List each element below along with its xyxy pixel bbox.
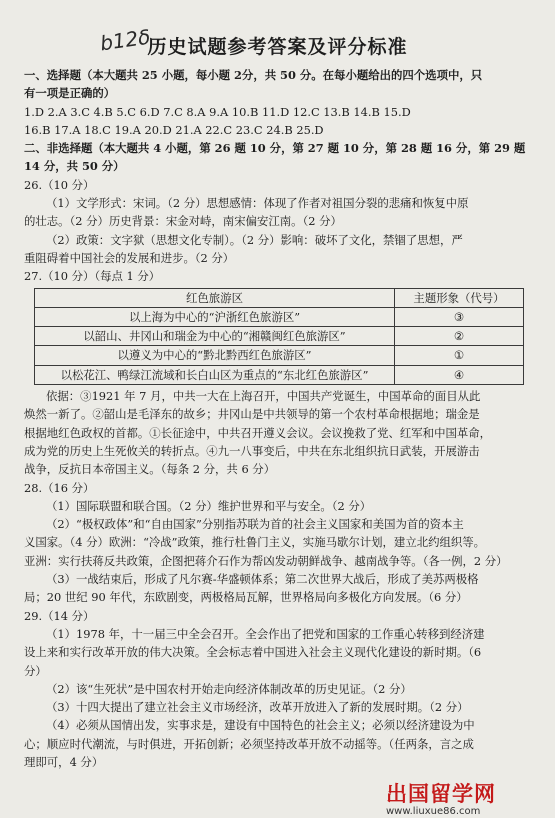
table-row (35, 365, 524, 384)
table-header-region: 红色旅游区 (35, 288, 395, 307)
table-cell-region: 以遵义为中心的“黔北黔西红色旅游区” (35, 346, 395, 365)
text-line: 二、非选择题（本大题共 4 小题，第 26 题 10 分，第 27 题 10 分，第 28 题 16 分，第 29 题 (24, 141, 526, 156)
table-row (35, 346, 524, 365)
text-line: 依据：③1921 年 7 月，中共一大在上海召开，中国共产党诞生，中国革命的面目从此 (46, 389, 481, 404)
table-row (35, 307, 524, 326)
watermark-url: www.liuxue86.com (386, 806, 481, 817)
text-line: 14 分，共 50 分） (24, 159, 125, 174)
text-line: （2）该“生死状”是中国农村开始走向经济体制改革的历史见证。（2 分） (46, 681, 412, 696)
page-title: 历史试题参考答案及评分标准 (147, 36, 408, 58)
text-line: 27.（10 分）（每点 1 分） (24, 269, 161, 284)
table-cell-code: ② (395, 327, 524, 346)
text-line: 义国家。（4 分）欧洲：“冷战”政策，推行杜鲁门主义，实施马歇尔计划，建立北约组织等。 (24, 535, 486, 550)
text-line: （3）十四大提出了建立社会主义市场经济，改革开放进入了新的发展时期。（2 分） (46, 700, 469, 715)
section-q27-to-q29 (24, 387, 536, 771)
table-cell-code: ① (395, 346, 524, 365)
text-line: 焕然一新了。②韶山是毛泽东的故乡；井冈山是中共领导的第一个农村革命根据地；瑞金是 (24, 407, 480, 422)
text-line: 有一项是正确的） (24, 86, 116, 101)
answer-body (24, 66, 536, 771)
watermark-title: 出国留学网 (386, 782, 496, 806)
text-line: 分） (24, 663, 47, 678)
text-line: 成为党的历史上生死攸关的转折点。④九一八事变后，中共在东北组织抗日武装，开展游击 (24, 443, 480, 458)
red-tourism-table (34, 288, 524, 385)
table-cell-region: 以松花江、鸭绿江流域和长白山区为重点的“东北红色旅游区” (35, 365, 395, 384)
text-line: （1）1978 年，十一届三中全会召开。全会作出了把党和国家的工作重心转移到经济建 (46, 626, 485, 641)
text-line: 局；20 世纪 90 年代，东欧剧变，两极格局瓦解，世界格局向多极化方向发展。（6 分） (24, 590, 468, 605)
text-line: 26.（10 分） (24, 177, 95, 192)
text-line: 的壮志。（2 分）历史背景：宋金对峙，南宋偏安江南。（2 分） (24, 214, 342, 229)
text-line: （2）“极权政体”和“自由国家”分别指苏联为首的社会主义国家和美国为首的资本主 (46, 517, 464, 532)
text-line: 重阻碍着中国社会的发展和进步。（2 分） (24, 250, 235, 265)
table-cell-region: 以上海为中心的“沪浙红色旅游区” (35, 307, 395, 326)
table-body (35, 307, 524, 384)
table-header-row (35, 288, 524, 307)
table-cell-code: ③ (395, 307, 524, 326)
handwritten-note: b12δ (98, 24, 152, 56)
section-choice-and-q26 (24, 66, 536, 286)
text-line: 心；顺应时代潮流，与时俱进，开拓创新；必须坚持改革开放不动摇等。（任两条，言之成 (24, 736, 474, 751)
text-line: 理即可，4 分） (24, 754, 104, 769)
site-watermark (386, 778, 496, 817)
text-line: 28.（16 分） (24, 480, 95, 495)
text-line: 设上来和实行改革开放的伟大决策。全会标志着中国进入社会主义现代化建设的新时期。（6 (24, 645, 482, 660)
text-line: 16.B 17.A 18.C 19.A 20.D 21.A 22.C 23.C 24.B 25.D (24, 122, 324, 137)
text-line: （1）国际联盟和联合国。（2 分）维护世界和平与安全。（2 分） (46, 498, 372, 513)
table-cell-region: 以韶山、井冈山和瑞金为中心的“湘赣闽红色旅游区” (35, 327, 395, 346)
text-line: 29.（14 分） (24, 608, 95, 623)
text-line: （1）文学形式：宋词。（2 分）思想感情：体现了作者对祖国分裂的悲痛和恢复中原 (46, 196, 469, 211)
text-line: （4）必须从国情出发，实事求是，建设有中国特色的社会主义；必须以经济建设为中 (46, 718, 475, 733)
text-line: 根据地红色政权的首都。①长征途中，中共召开遵义会议。会议挽救了党、红军和中国革命， (24, 425, 492, 440)
table-header-code: 主题形象（代号） (395, 288, 524, 307)
text-line: 1.D 2.A 3.C 4.B 5.C 6.D 7.C 8.A 9.A 10.B 11.D 12.C 13.B 14.B 15.D (24, 104, 411, 119)
table-cell-code: ④ (395, 365, 524, 384)
text-line: （2）政策：文字狱（思想文化专制）。（2 分）影响：破坏了文化，禁锢了思想，严 (46, 232, 463, 247)
text-line: （3）一战结束后，形成了凡尔赛-华盛顿体系；第二次世界大战后，形成了美苏两极格 (46, 572, 479, 587)
text-line: 战争，反抗日本帝国主义。（每条 2 分，共 6 分） (24, 462, 276, 477)
text-line: 亚洲：实行扶蒋反共政策，企图把蒋介石作为帮凶发动朝鲜战争、越南战争等。（各一例，2 分） (24, 553, 508, 568)
table-row (35, 327, 524, 346)
text-line: 一、选择题（本大题共 25 小题，每小题 2分，共 50 分。在每小题给出的四个选项中，只 (24, 68, 483, 82)
